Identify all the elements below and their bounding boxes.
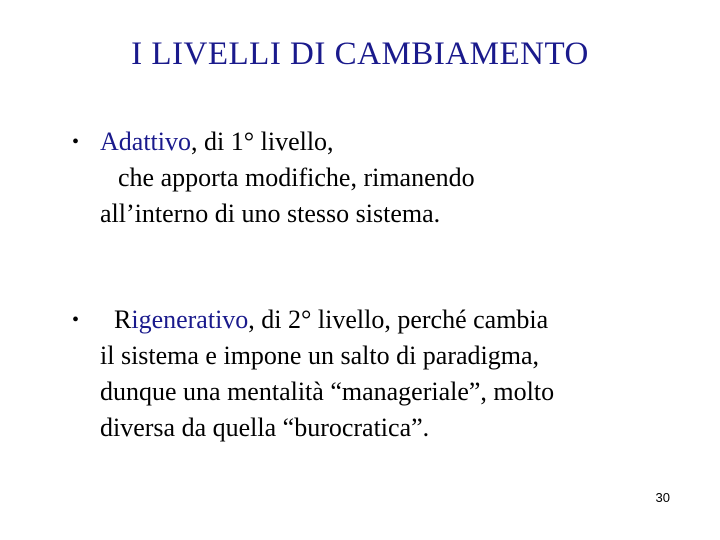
bullet-line bbox=[100, 302, 554, 338]
bullet-marker: • bbox=[72, 131, 80, 153]
bullet-text: , di 2° livello, perché cambia bbox=[248, 305, 549, 334]
bullet-adattivo bbox=[100, 124, 475, 232]
slide-title: I LIVELLI DI CAMBIAMENTO bbox=[131, 36, 589, 72]
bullet-text: che apporta modifiche, rimanendo bbox=[118, 163, 475, 192]
term-initial: R bbox=[114, 305, 132, 334]
term-adattivo: Adattivo bbox=[100, 127, 191, 156]
term-rigenerativo: igenerativo bbox=[131, 305, 249, 334]
bullet-text: diversa da quella “burocratica”. bbox=[100, 413, 430, 442]
bullet-text: , di 1° livello, bbox=[191, 127, 334, 156]
bullet-rigenerativo bbox=[100, 302, 554, 446]
page-number: 30 bbox=[655, 490, 670, 505]
bullet-text: dunque una mentalità “manageriale”, molto bbox=[100, 377, 555, 406]
bullet-line bbox=[100, 124, 475, 160]
bullet-text: il sistema e impone un salto di paradigma, bbox=[100, 341, 540, 370]
bullet-marker: • bbox=[72, 309, 80, 331]
bullet-text: all’interno di uno stesso sistema. bbox=[100, 199, 441, 228]
